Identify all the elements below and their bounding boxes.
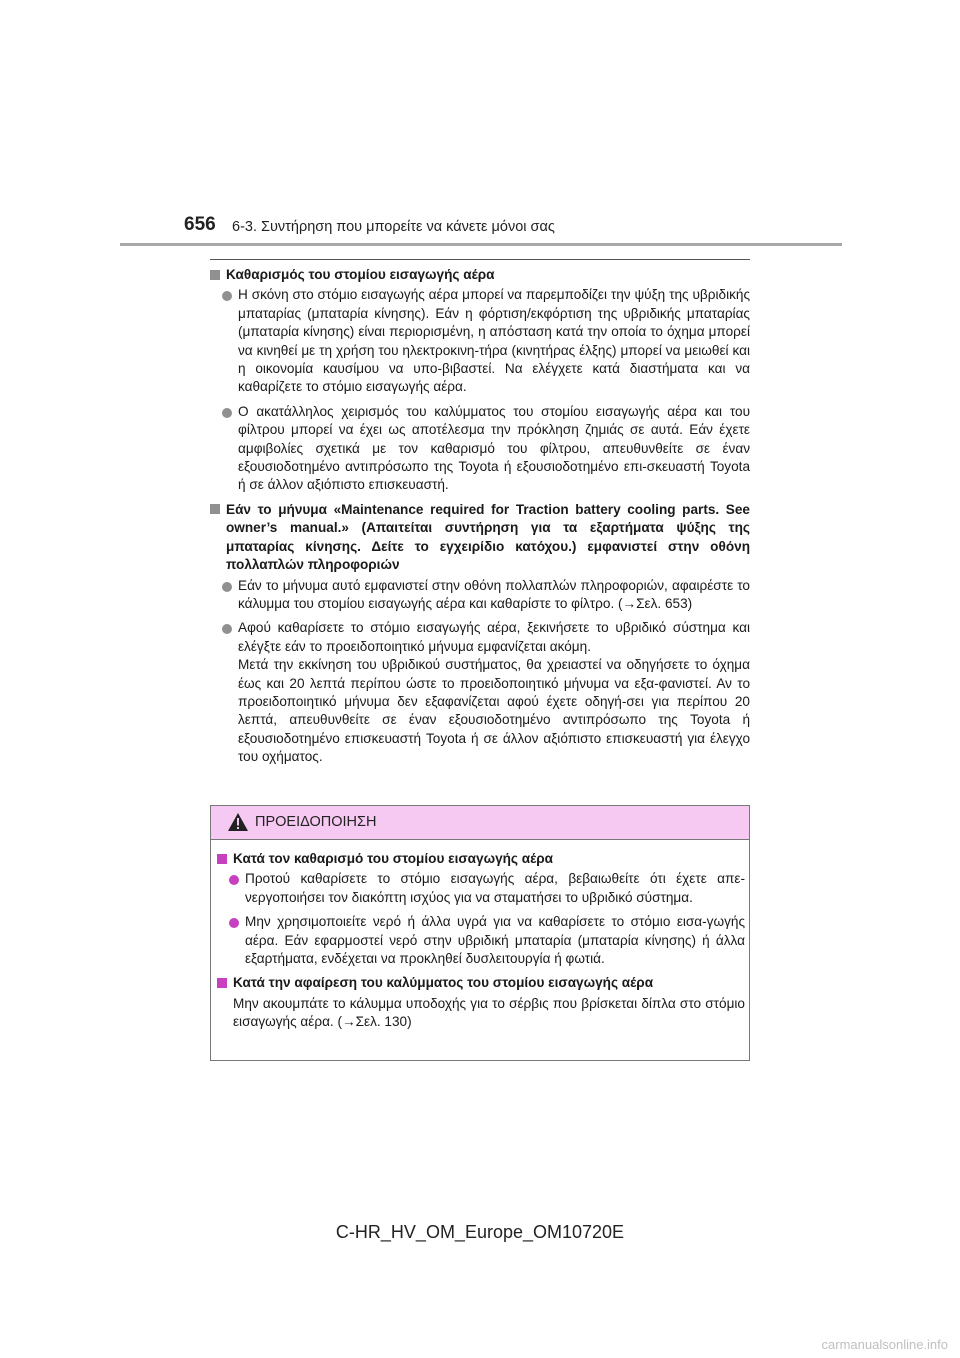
bullet-item: Ο ακατάλληλος χειρισμός του καλύμματος του στομίου εισαγωγής αέρα και του φίλτρου μπορεί να έχει ως αποτέλεσμα την πρόκληση ζημιάς σε αυτά. Εάν έχετε αμφιβολίες σχετικά με τον καθαρισμό του φίλτρου, απευθυνθείτε σε έναν εξουσιοδοτημένο αντιπρόσωπο της Toyota ή εξουσιοδοτημένο επι-σκευαστή Toyota ή σε άλλον αξιόπιστο επισκευαστή. <box>210 403 750 495</box>
page-number: 656 <box>184 214 216 235</box>
warning-text: Μην ακουμπάτε το κάλυμμα υποδοχής για το σέρβις που βρίσκεται δίπλα στο στόμιο εισαγωγής αέρα. (→Σελ. 130) <box>233 995 745 1030</box>
bullet-paragraph: Μετά την εκκίνηση του υβριδικού συστήματος, θα χρειαστεί να οδηγήσετε το όχημα έως και 20 λεπτά περίπου ώστε το προειδοποιητικό μήνυμα να εξα-φανιστεί. Αν το προειδοποιητικό μήνυμα δεν εξαφανίζεται αφού έχετε οδηγή-σει για περίπου 20 λεπτά, απευθυνθείτε σε έναν εξουσιοδοτημένο αντιπρόσωπο της Toyota ή εξουσιοδοτημένο επισκευαστή Toyota ή σε άλλον αξιόπιστο επισκευαστή για έλεγχο του οχήματος. <box>238 657 750 765</box>
main-content <box>210 266 750 773</box>
warning-heading-cleaning: Κατά τον καθαρισμό του στομίου εισαγωγής αέρα <box>217 850 745 868</box>
warning-box <box>210 805 750 1061</box>
watermark: carmanualsonline.info <box>821 1337 948 1352</box>
warning-heading-cover-removal: Κατά την αφαίρεση του καλύμματος του στομίου εισαγωγής αέρα <box>217 974 745 992</box>
warning-bullet: Προτού καθαρίσετε το στόμιο εισαγωγής αέρα, βεβαιωθείτε ότι έχετε απε-νεργοποιήσει τον διακόπτη ισχύος για να σταματήσει το υβριδικό σύστημα. <box>217 870 745 907</box>
warning-body <box>217 850 745 1032</box>
bullet-item: Η σκόνη στο στόμιο εισαγωγής αέρα μπορεί να παρεμποδίζει την ψύξη της υβριδικής μπαταρίας (μπαταρία κίνησης). Εάν η φόρτιση/εκφόρτιση της υβριδικής μπαταρίας (μπαταρία κίνησης) είναι περιορισμένη, η απόσταση κατά την οποία το όχημα μπορεί να κινηθεί με τη χρήση του ηλεκτροκινη-τήρα (κινητήρας έλξης) μπορεί να μειωθεί και η οικονομία καυσίμου να υπο-βιβαστεί. Να ελέγχετε κατά διαστήματα και να καθαρίζετε το στόμιο εισαγωγής αέρα. <box>210 286 750 396</box>
bullet-item: Εάν το μήνυμα αυτό εμφανιστεί στην οθόνη πολλαπλών πληροφοριών, αφαιρέστε το κάλυμμα του στομίου εισαγωγής αέρα και καθαρίστε το φίλτρο. (→Σελ. 653) <box>210 577 750 614</box>
warning-bullet: Μην χρησιμοποιείτε νερό ή άλλα υγρά για να καθαρίσετε το στόμιο εισα-γωγής αέρα. Εάν εφαρμοστεί νερό στην υβριδική μπαταρία (μπαταρία κίνησης) ή άλλα εξαρτήματα, ενδέχεται να προκληθεί δυσλειτουργία ή φωτιά. <box>217 913 745 968</box>
warning-triangle-icon <box>227 812 249 837</box>
warning-title: ΠΡΟΕΙΔΟΠΟΙΗΣΗ <box>255 814 377 830</box>
bullet-item <box>210 619 750 766</box>
section-heading-intake-cleaning: Καθαρισμός του στομίου εισαγωγής αέρα <box>210 266 750 284</box>
bullet-paragraph: Αφού καθαρίσετε το στόμιο εισαγωγής αέρα, ξεκινήσετε το υβριδικό σύστημα και ελέγξτε εάν το προειδοποιητικό μήνυμα εμφανίζεται ακόμη. <box>238 620 750 654</box>
header-rule <box>120 243 842 246</box>
warning-header <box>211 806 749 840</box>
section-heading-maintenance-message: Εάν το μήνυμα «Maintenance required for Traction battery cooling parts. See owner’s manual.» (Απαιτείται συντήρηση για τα εξαρτήματα ψύξης της μπαταρίας κίνησης. Δείτε το εγχειρίδιο κατόχου.) εμφανιστεί στην οθόνη πολλαπλών πληροφοριών <box>210 501 750 575</box>
section-title: 6-3. Συντήρηση που μπορείτε να κάνετε μόνοι σας <box>232 219 555 235</box>
content-top-rule <box>210 259 750 260</box>
footer-doc-code: C-HR_HV_OM_Europe_OM10720E <box>335 1222 625 1242</box>
